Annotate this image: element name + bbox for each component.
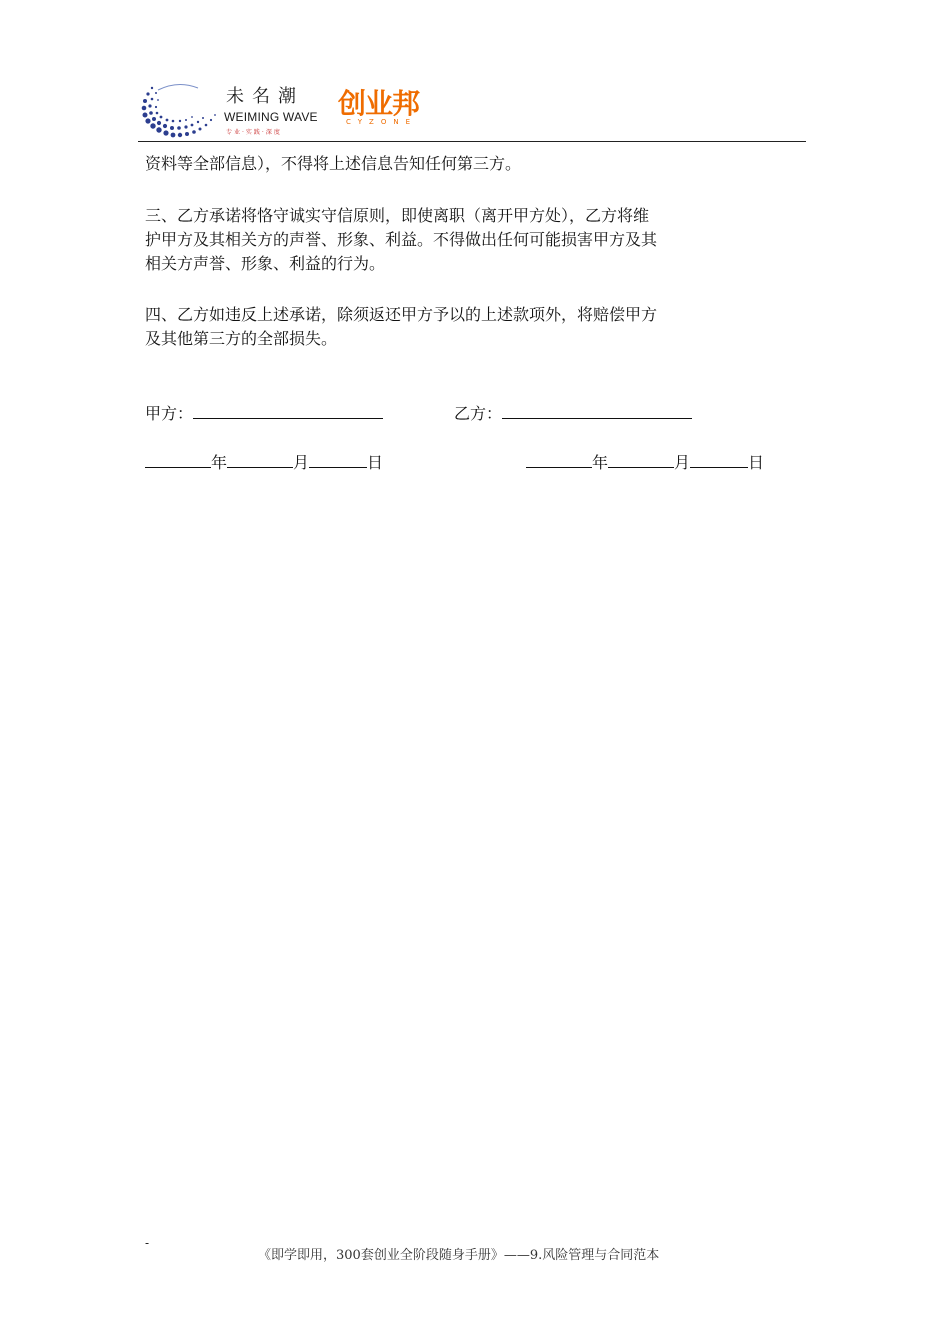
party-b-day-blank[interactable]	[690, 451, 748, 468]
year-label: 年	[211, 453, 228, 472]
page-footer: 《即学即用，300套创业全阶段随身手册》——9.风险管理与合同范本	[258, 1248, 660, 1263]
text-line: 及其他第三方的全部损失。	[145, 329, 338, 348]
text-line: 相关方声誉、形象、利益的行为。	[145, 254, 386, 273]
day-label: 日	[748, 453, 765, 472]
day-label: 日	[367, 453, 384, 472]
party-a-label: 甲方：	[145, 404, 194, 423]
party-b-year-blank[interactable]	[526, 451, 592, 468]
brand-name-cn: 未名潮	[226, 86, 304, 107]
text-line: 三、乙方承诺将恪守诚实守信原则，即使离职（离开甲方处），乙方将维	[145, 206, 650, 225]
party-b-label: 乙方：	[454, 404, 503, 423]
month-label: 月	[293, 453, 310, 472]
partner-logo-cn: 创业邦	[338, 87, 420, 120]
party-a-month-blank[interactable]	[227, 451, 293, 468]
footer-dash: -	[145, 1236, 150, 1250]
party-a-year-blank[interactable]	[145, 451, 211, 468]
partner-logo-en: CYZONE	[346, 118, 418, 126]
year-label: 年	[592, 453, 609, 472]
party-a-date	[145, 451, 383, 475]
paragraph-clause-four	[145, 303, 775, 351]
party-b-month-blank[interactable]	[608, 451, 674, 468]
text-line: 资料等全部信息），不得将上述信息告知任何第三方。	[145, 154, 522, 173]
party-a-day-blank[interactable]	[309, 451, 367, 468]
party-b-signature	[454, 402, 692, 426]
paragraph-confidentiality-end	[145, 152, 775, 176]
month-label: 月	[674, 453, 691, 472]
party-b-date	[526, 451, 764, 475]
party-b-signature-line[interactable]	[502, 402, 692, 419]
header-divider	[138, 141, 806, 142]
party-a-signature	[145, 402, 383, 426]
weiming-wave-logo-icon	[138, 78, 222, 140]
text-line: 护甲方及其相关方的声誉、形象、利益。不得做出任何可能损害甲方及其	[145, 230, 658, 249]
page-header	[138, 74, 806, 142]
paragraph-clause-three	[145, 204, 775, 276]
brand-name-en: WEIMING WAVE	[224, 110, 318, 124]
party-a-signature-line[interactable]	[193, 402, 383, 419]
brand-tagline: 专业·实践·深度	[226, 129, 282, 136]
text-line: 四、乙方如违反上述承诺，除须返还甲方予以的上述款项外，将赔偿甲方	[145, 305, 658, 324]
